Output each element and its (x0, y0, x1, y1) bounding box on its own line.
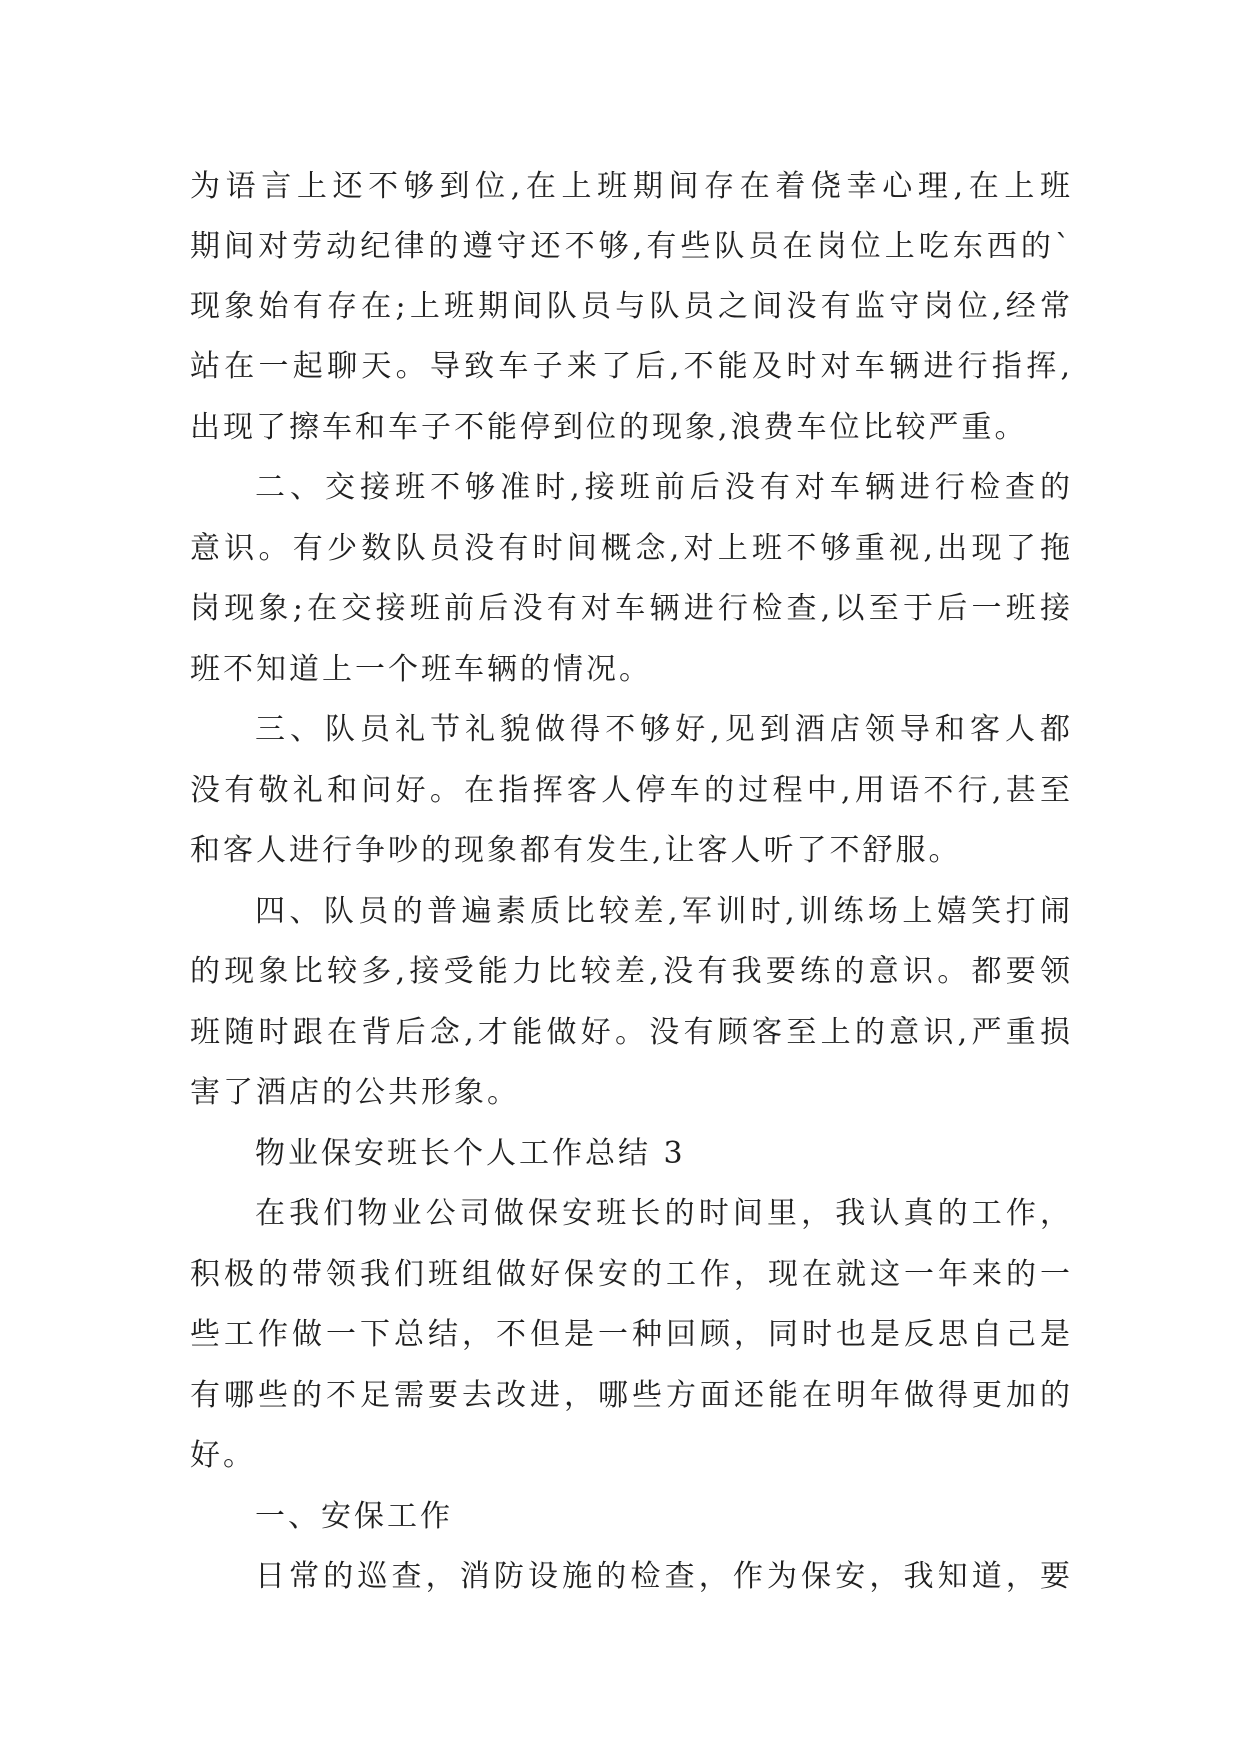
section-title: 物业保安班长个人工作总结 3 (255, 1136, 686, 1171)
paragraph-start-line: 二、交接班不够准时,接班前后没有对车辆进行检查的 (255, 470, 1070, 505)
paragraph-start-line: 四、队员的普遍素质比较差,军训时,训练场上嬉笑打闹 (255, 894, 1070, 929)
text-line: 站在一起聊天。导致车子来了后,不能及时对车辆进行指挥, (190, 349, 1070, 384)
text-line: 好。 (190, 1438, 256, 1473)
text-line: 为语言上还不够到位,在上班期间存在着侥幸心理,在上班 (190, 169, 1070, 204)
text-line: 班不知道上一个班车辆的情况。 (190, 652, 652, 687)
text-line: 班随时跟在背后念,才能做好。没有顾客至上的意识,严重损 (190, 1015, 1070, 1050)
text-line: 些工作做一下总结，不但是一种回顾，同时也是反思自己是 (190, 1317, 1070, 1352)
subsection-heading: 一、安保工作 (255, 1499, 453, 1534)
text-line: 的现象比较多,接受能力比较差,没有我要练的意识。都要领 (190, 954, 1070, 989)
text-line: 和客人进行争吵的现象都有发生,让客人听了不舒服。 (190, 833, 962, 868)
text-line: 没有敬礼和问好。在指挥客人停车的过程中,用语不行,甚至 (190, 773, 1070, 808)
paragraph-start-line: 在我们物业公司做保安班长的时间里，我认真的工作， (255, 1196, 1070, 1231)
paragraph-start-line: 三、队员礼节礼貌做得不够好,见到酒店领导和客人都 (255, 712, 1070, 747)
text-line: 现象始有存在;上班期间队员与队员之间没有监守岗位,经常 (190, 289, 1070, 324)
paragraph-start-line: 日常的巡查，消防设施的检查，作为保安，我知道，要 (255, 1559, 1070, 1594)
text-line: 岗现象;在交接班前后没有对车辆进行检查,以至于后一班接 (190, 591, 1070, 626)
text-line: 积极的带领我们班组做好保安的工作，现在就这一年来的一 (190, 1257, 1070, 1292)
text-line: 出现了擦车和车子不能停到位的现象,浪费车位比较严重。 (190, 410, 1028, 445)
text-line: 害了酒店的公共形象。 (190, 1075, 520, 1110)
text-line: 有哪些的不足需要去改进，哪些方面还能在明年做得更加的 (190, 1378, 1070, 1413)
text-line: 期间对劳动纪律的遵守还不够,有些队员在岗位上吃东西的` (190, 229, 1070, 264)
text-line: 意识。有少数队员没有时间概念,对上班不够重视,出现了拖 (190, 531, 1070, 566)
